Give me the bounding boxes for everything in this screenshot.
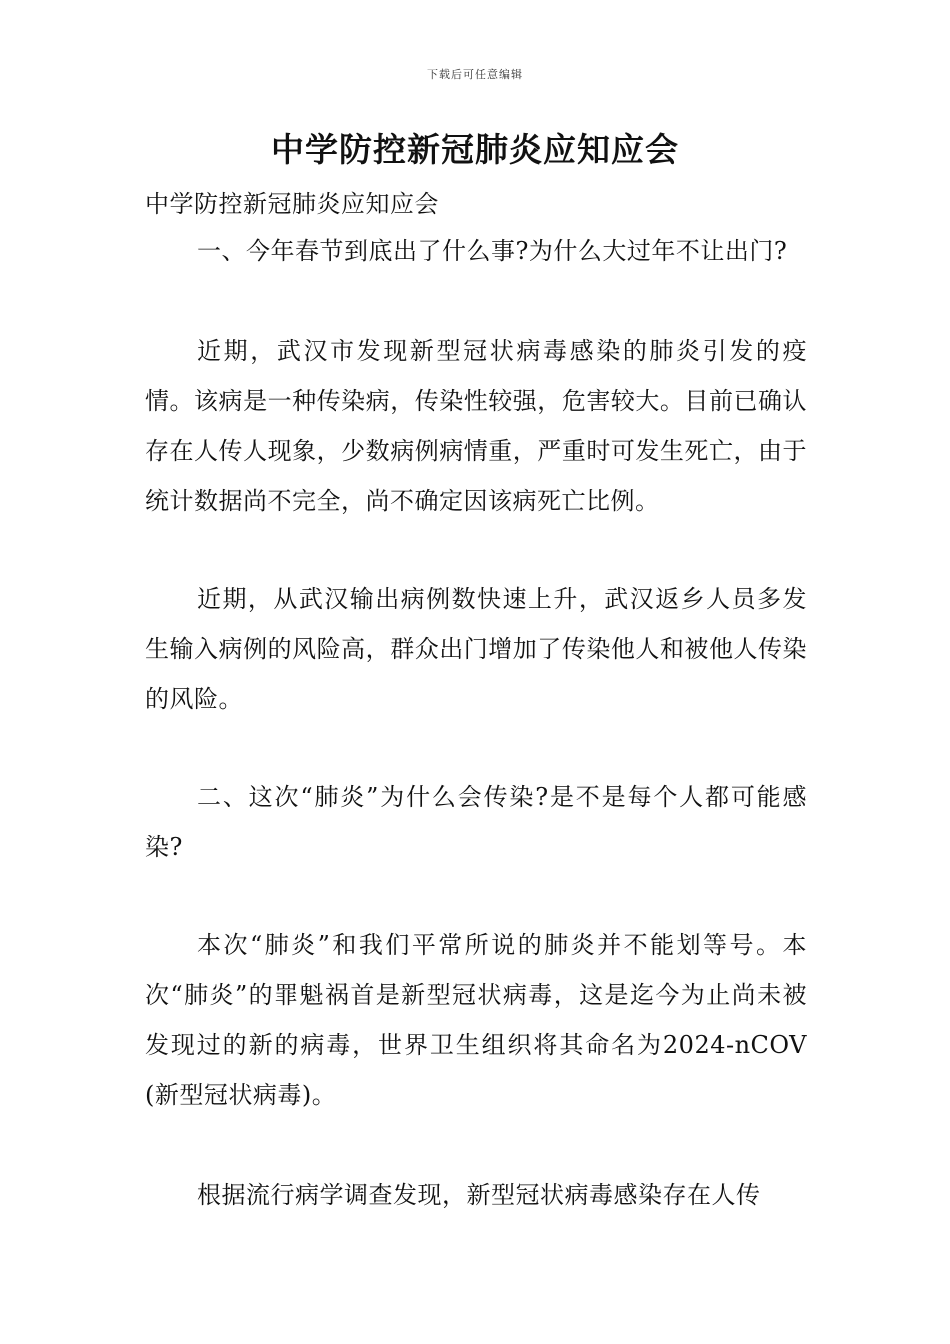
paragraph-2: 近期，从武汉输出病例数快速上升，武汉返乡人员多发生输入病例的风险高，群众出门增加了传染他人和被他人传染的风险。 — [145, 585, 807, 713]
section-heading-2: 二、这次“肺炎”为什么会传染?是不是每个人都可能感染? — [145, 783, 807, 861]
document-title: 中学防控新冠肺炎应知应会 — [271, 130, 679, 169]
paragraph-3: 本次“肺炎”和我们平常所说的肺炎并不能划等号。本次“肺炎”的罪魁祸首是新型冠状病毒，这是迄今为止尚未被发现过的新的病毒，世界卫生组织将其命名为2024-nCOV(新型冠状病毒)。 — [145, 931, 807, 1109]
paragraph-4: 根据流行病学调查发现，新型冠状病毒感染存在人传 — [197, 1181, 761, 1209]
header-note: 下载后可任意编辑 — [427, 68, 523, 81]
section-heading-1: 一、今年春节到底出了什么事?为什么大过年不让出门? — [197, 237, 788, 265]
paragraph-1: 近期，武汉市发现新型冠状病毒感染的肺炎引发的疫情。该病是一种传染病，传染性较强，危害较大。目前已确认存在人传人现象，少数病例病情重，严重时可发生死亡，由于统计数据尚不完全，尚不确定因该病死亡比例。 — [145, 337, 807, 515]
document-subtitle: 中学防控新冠肺炎应知应会 — [145, 190, 439, 218]
